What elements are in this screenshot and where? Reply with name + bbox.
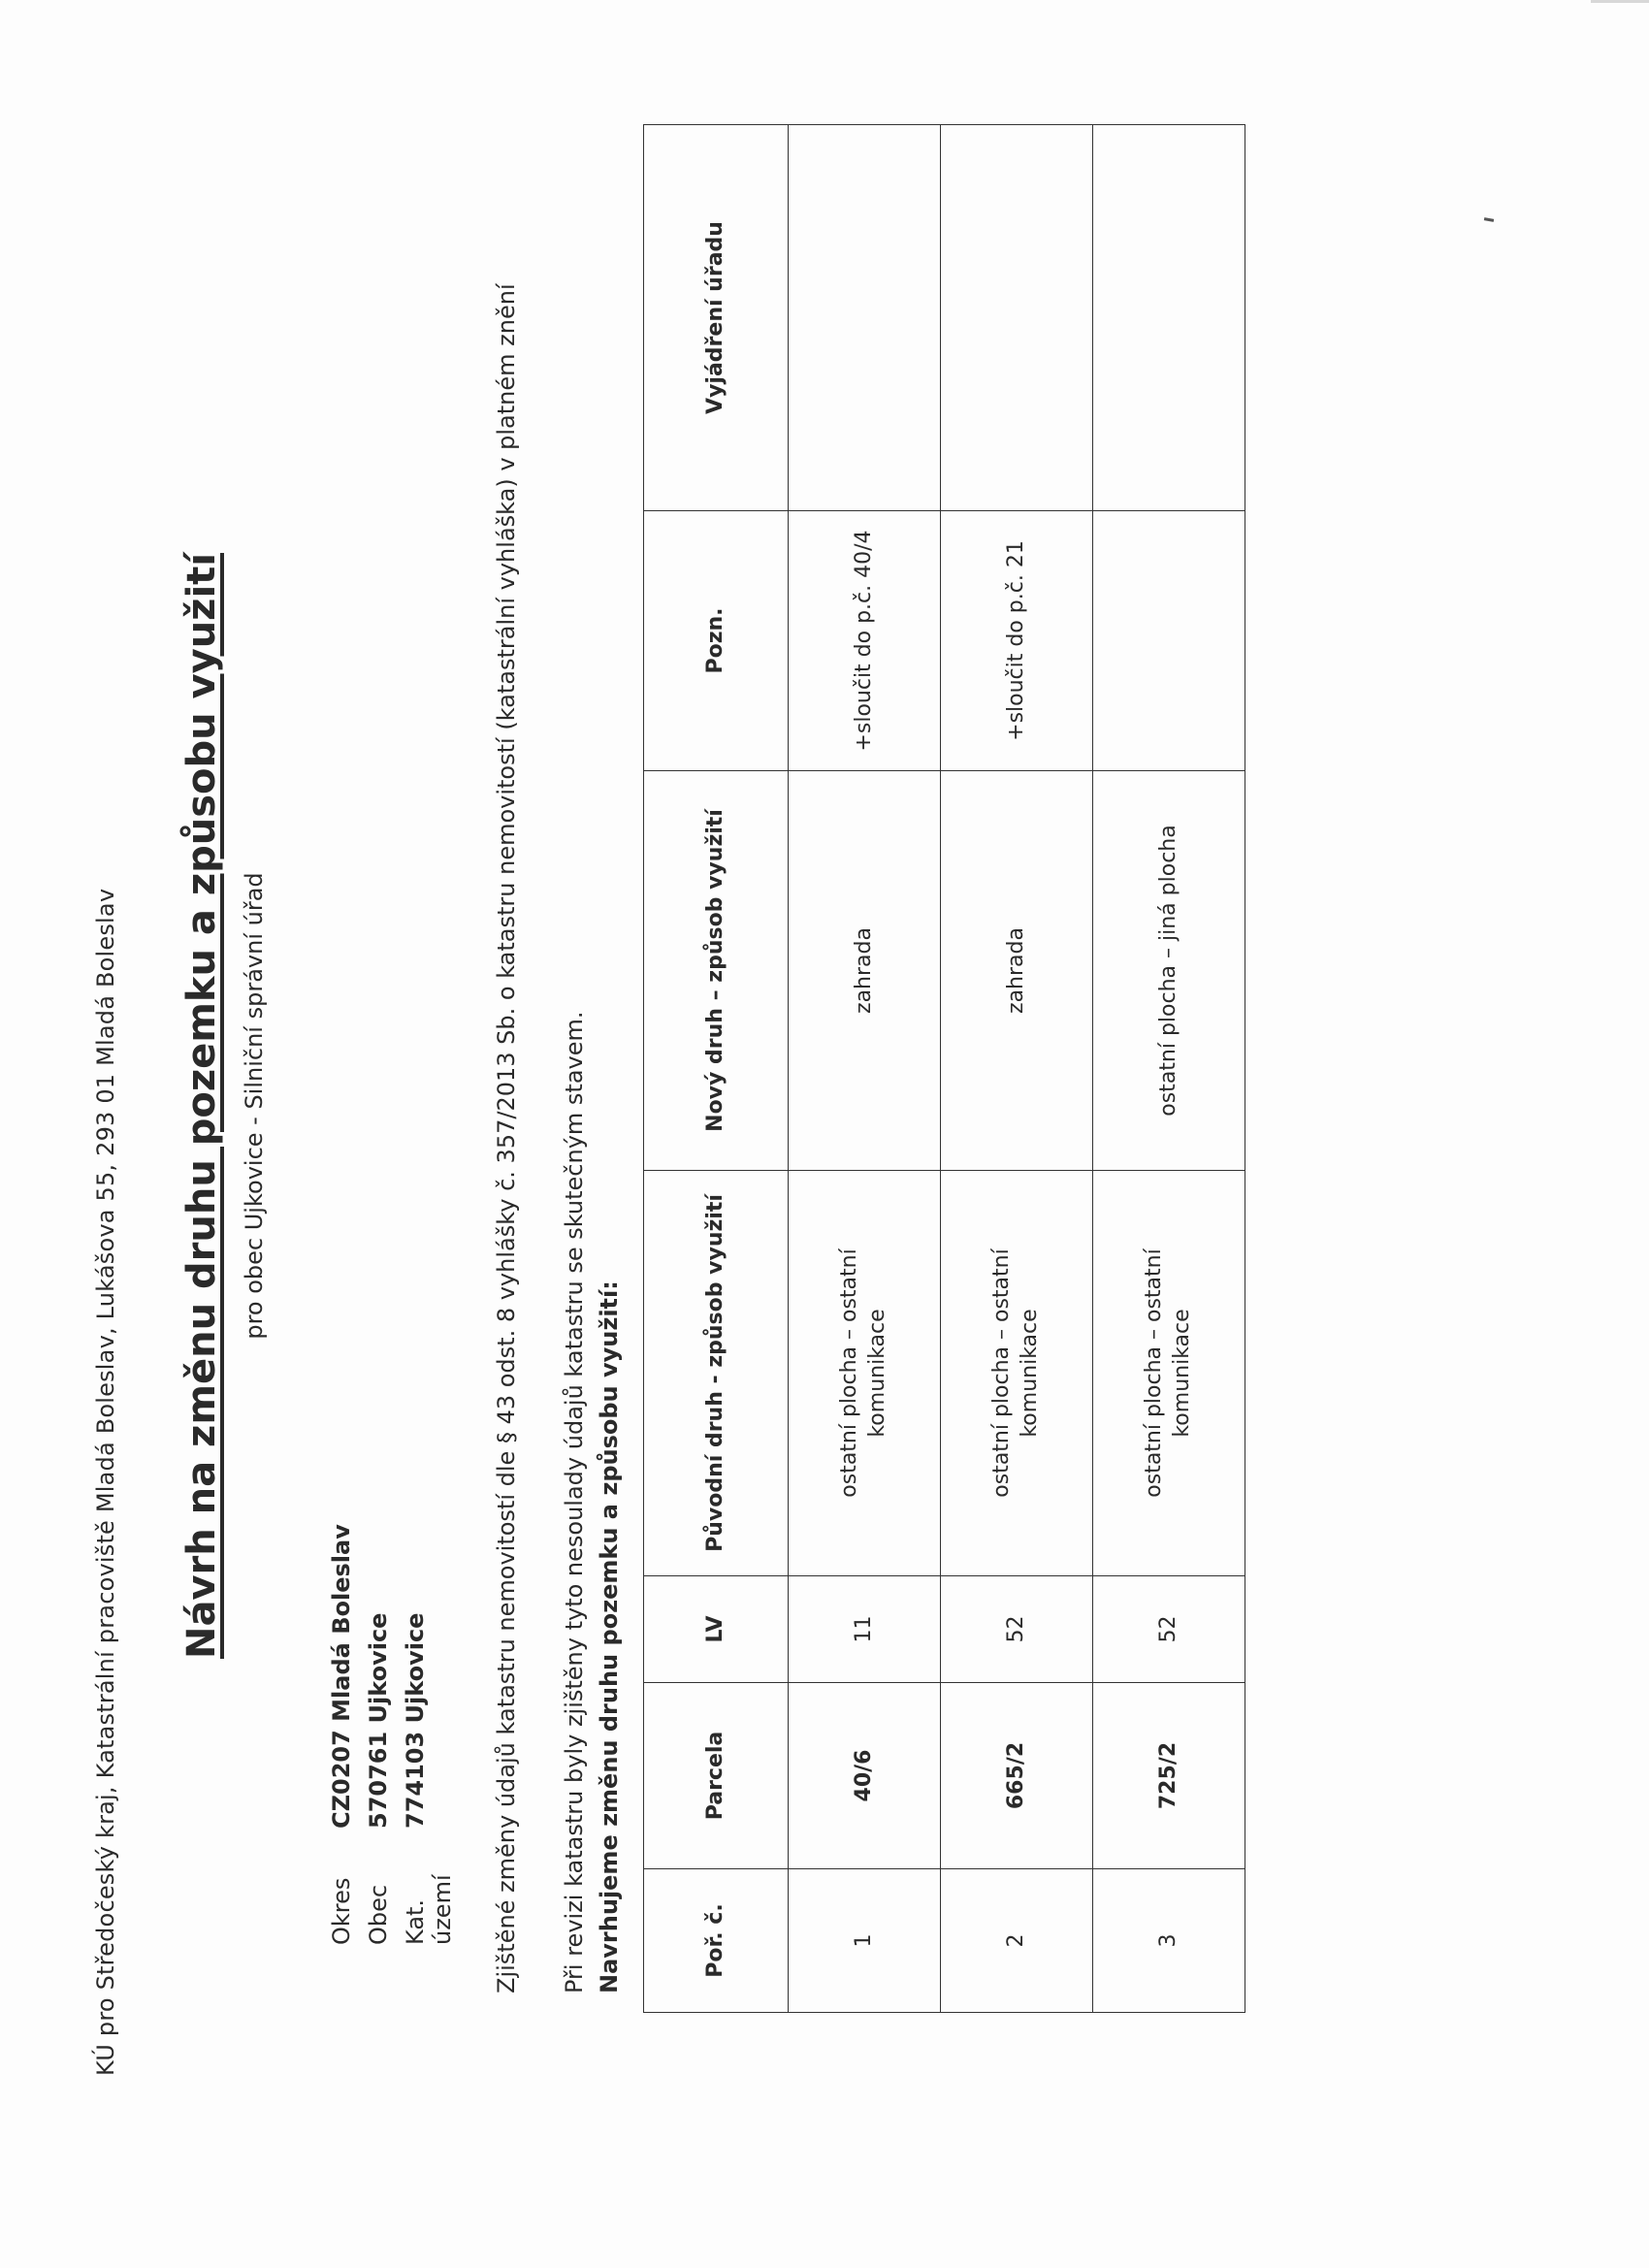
cell-parcela: 725/2 [1093, 1683, 1245, 1869]
cell-novy: zahrada [789, 771, 941, 1171]
info-row-okres [328, 1524, 365, 1945]
table-header-row [644, 125, 789, 2013]
table-row [941, 125, 1093, 2013]
location-info [328, 1524, 456, 1945]
document-sheet [0, 78, 1290, 2134]
cell-por: 2 [941, 1869, 1093, 2013]
column-header: Poř. č. [644, 1869, 789, 2013]
cell-pozn [1093, 511, 1245, 771]
cell-por: 3 [1093, 1869, 1245, 2013]
cell-lv: 52 [941, 1576, 1093, 1683]
cell-lv: 11 [789, 1576, 941, 1683]
cell-vyjadreni [1093, 125, 1245, 511]
column-header: Nový druh – způsob využití [644, 771, 789, 1171]
cell-novy: zahrada [941, 771, 1093, 1171]
proposal-heading: Navrhujeme změnu druhu pozemku a způsobu využití: [596, 1280, 623, 1993]
info-label: Kat. území [402, 1874, 456, 1945]
info-row-kat-uzemi [402, 1524, 456, 1945]
office-header: KÚ pro Středočeský kraj, Katastrální pracoviště Mladá Boleslav, Lukášova 55, 293 01 Mladá Boleslav [92, 888, 119, 2076]
cell-novy: ostatní plocha – jiná plocha [1093, 771, 1245, 1171]
cell-puvodni: ostatní plocha – ostatní komunikace [941, 1171, 1093, 1576]
scan-edge-mark [1591, 0, 1649, 3]
column-header: Původní druh - způsob využití [644, 1171, 789, 1576]
cell-lv: 52 [1093, 1576, 1245, 1683]
cell-por: 1 [789, 1869, 941, 2013]
info-row-obec [365, 1524, 402, 1945]
cell-parcela: 665/2 [941, 1683, 1093, 1869]
revision-paragraph: Při revizi katastru byly zjištěny tyto nesoulady údajů katastru se skutečným stavem. [561, 1011, 588, 1993]
column-header: Pozn. [644, 511, 789, 771]
scan-speck [1484, 217, 1494, 222]
cell-vyjadreni [941, 125, 1093, 511]
cell-vyjadreni [789, 125, 941, 511]
document-subtitle: pro obec Ujkovice - Silniční správní úřad [241, 872, 268, 1340]
info-label: Okres [328, 1877, 355, 1945]
cell-puvodni: ostatní plocha – ostatní komunikace [789, 1171, 941, 1576]
column-header: LV [644, 1576, 789, 1683]
document-title: Návrh na změnu druhu pozemku a způsobu využití [179, 552, 224, 1660]
column-header: Parcela [644, 1683, 789, 1869]
cell-parcela: 40/6 [789, 1683, 941, 1869]
parcel-table [643, 124, 1245, 2013]
legal-basis-paragraph: Zjištěné změny údajů katastru nemovitostí dle § 43 odst. 8 vyhlášky č. 357/2013 Sb. o katastru nemovitostí (katastrální vyhláška) v platném znění [493, 283, 520, 1993]
info-label: Obec [365, 1884, 392, 1945]
cell-pozn: +sloučit do p.č. 21 [941, 511, 1093, 771]
table-row [789, 125, 941, 2013]
info-value: CZ0207 Mladá Boleslav [328, 1524, 355, 1829]
column-header: Vyjádření úřadu [644, 125, 789, 511]
table-row [1093, 125, 1245, 2013]
info-value: 774103 Ujkovice [402, 1612, 429, 1829]
info-value: 570761 Ujkovice [365, 1612, 392, 1829]
cell-puvodni: ostatní plocha – ostatní komunikace [1093, 1171, 1245, 1576]
cell-pozn: +sloučit do p.č. 40/4 [789, 511, 941, 771]
